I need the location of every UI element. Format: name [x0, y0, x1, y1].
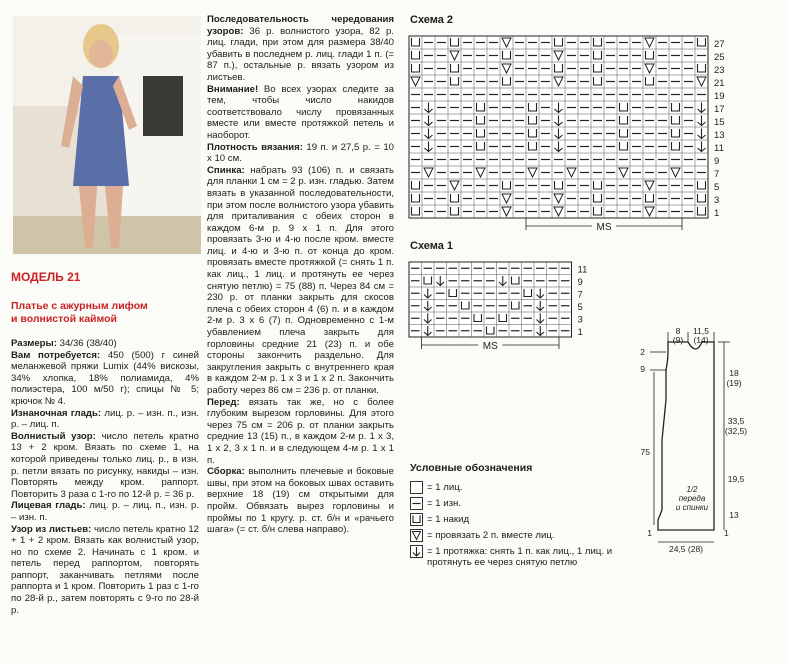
mid-paragraph-body: выполнить плечевые и боковые швы, при этом на боковых швах оставить верхние 18 (19) см открытыми для пройм. Обвязать вырез горловины и проймы по 1 кругу. р. ст. б/н и «рачьего шага» (= ст. б/н слева направо).	[207, 466, 394, 536]
left-paragraph-body: 34/36 (38/40)	[56, 338, 117, 349]
dimension-label: 1	[724, 528, 729, 538]
row-number: 15	[714, 117, 725, 128]
row-number: 13	[714, 130, 725, 141]
mid-paragraph	[207, 84, 394, 142]
legend-text: = провязать 2 п. вместе лиц.	[427, 530, 555, 541]
row-number: 11	[714, 143, 724, 154]
left-column-text	[11, 338, 199, 616]
legend-text: = 1 накид	[427, 514, 470, 525]
mid-paragraph	[207, 397, 394, 467]
legend-symbol-icon	[410, 545, 423, 558]
repeat-label: MS	[596, 222, 612, 230]
mid-paragraph-head: Перед:	[207, 396, 240, 408]
left-paragraph	[11, 350, 199, 408]
legend-text: = 1 лиц.	[427, 482, 463, 493]
schema1-title: Схема 1	[410, 240, 454, 252]
row-number: 23	[714, 65, 725, 76]
repeat-label: MS	[482, 341, 498, 352]
dimension-label: 8	[675, 326, 681, 336]
mid-paragraph-head: Последовательность чередования узоров:	[207, 14, 394, 37]
left-paragraph-head: Волнистый узор:	[11, 430, 96, 442]
left-paragraph	[11, 431, 199, 501]
mid-paragraph-head: Внимание!	[207, 83, 259, 95]
legend-symbol-icon	[410, 497, 423, 510]
left-paragraph-body: число петель кратно 12 + 1 + 2 кром. Вязать как волнистый узор, но по схеме 2. Начинать с 1 кром. и петель перед раппортом, повторять раппорт, заканчивать петлями после раппорта и 1 кром. Повторить 1 раз с 1-го по 28-й р., затем повторять с 9-го по 28-й р.	[11, 523, 200, 616]
row-number: 27	[714, 39, 725, 50]
left-paragraph	[11, 408, 199, 431]
middle-column-text	[207, 14, 394, 536]
dimension-label: 9	[640, 364, 645, 374]
mid-paragraph-body: вязать так же, но с более глубоким вырезом горловины. Для этого через 75 см = 206 р. от планки закрыть средние 13 (15) п., в каждом 2-м р. 1 х 3, 1 х 2, 3 х 1 п. и в следующем 4-м р. 1 х 1 п.	[207, 396, 394, 466]
dimension-label: 33,5	[727, 416, 745, 426]
pattern-title-line2: и волнистой каймой	[11, 313, 117, 325]
row-number: 21	[714, 78, 725, 89]
left-paragraph-head: Лицевая гладь:	[11, 500, 86, 512]
legend-row	[410, 497, 640, 513]
schematic-caption: переда	[678, 494, 706, 503]
left-paragraph-head: Вам потребуется:	[11, 349, 101, 361]
left-paragraph	[11, 500, 199, 523]
left-paragraph	[11, 524, 199, 617]
mid-paragraph-head: Спинка:	[207, 164, 245, 176]
row-number: 1	[577, 327, 583, 338]
left-paragraph-head: Узор из листьев:	[11, 523, 92, 535]
dimension-label: 11,5	[693, 326, 709, 336]
row-number: 25	[714, 52, 725, 63]
row-number: 7	[577, 289, 583, 301]
mid-paragraph-head: Плотность вязания:	[207, 141, 303, 153]
dimension-label: 18	[729, 368, 739, 378]
dimension-label: (19)	[726, 378, 742, 388]
left-paragraph-body: 450 (500) г синей меланжевой пряжи Lumix (44% вискозы, 34% хлопка, 18% полиамида, 4% полиэстера, 100 м/50 г); спицы № 5; крючок № 4.	[11, 349, 199, 407]
legend-text: = 1 протяжка: снять 1 п. как лиц., 1 лиц. и протянуть ее через снятую петлю	[427, 546, 613, 568]
mid-paragraph	[207, 165, 394, 397]
legend-symbol-icon	[410, 481, 423, 494]
model-label: МОДЕЛЬ 21	[11, 270, 81, 284]
mid-paragraph	[207, 466, 394, 536]
mid-paragraph-head: Сборка:	[207, 466, 245, 478]
legend-row	[410, 513, 640, 529]
legend-box	[411, 514, 423, 526]
legend-row	[410, 545, 640, 573]
legend-box	[411, 482, 423, 494]
row-number: 3	[714, 195, 720, 206]
legend-symbol-icon	[410, 513, 423, 526]
mid-paragraph-body: набрать 93 (106) п. и связать для планки 1 см = 2 р. изн. гладью. Затем вязать в указанной последовательности, при этом после волнистого узора убавить для приталивания с обеих сторон в каждом 6-м р. 9 х 1 п. Для этого провязать 3-ю и 4-ю после кром. вместе лиц. и 4-ю и 3-ю п. от конца до кром. провязать вместе протяжкой (= снять 1 п. как лиц., 1 лиц. и протянуть ее через снятую петлю) = 75 (88) п. Через 84 см = 230 р. от планки закрыть для скосов плеча с обеих сторон 4 (6) п. и в каждом 2-м р. 3 х 6 (7) п. Одновременно с 1-м убавлением плеча закрыть для горловины средние 21 (23) п. и обе стороны закончить раздельно. Для закругления закрыть с внутреннего края в каждом 2-м р. 1 х 3 и 1 х 2 п. Закончить работу через 86 см = 236 р. от планки.	[207, 164, 394, 396]
dimension-label: 13	[729, 510, 739, 520]
model-photo	[13, 16, 201, 254]
legend-text: = 1 изн.	[427, 498, 461, 509]
legend-row	[410, 529, 640, 545]
left-paragraph-head: Размеры:	[11, 338, 57, 349]
row-number: 17	[714, 104, 725, 115]
row-number: 9	[577, 277, 583, 288]
row-number: 9	[714, 156, 720, 167]
pattern-title	[11, 300, 148, 326]
mid-paragraph-body: 19 п. и 27,5 р. = 10 х 10 см.	[207, 141, 394, 165]
schematic-caption: 1/2	[686, 485, 698, 494]
schema2-title: Схема 2	[410, 14, 454, 26]
left-paragraph-body: лиц. р. – лиц. п., изн. р. – изн. п.	[11, 500, 199, 523]
left-paragraph-body: лиц. р. – изн. п., изн. р. – лиц. п.	[11, 407, 199, 431]
row-number: 19	[714, 91, 725, 102]
dimension-label: (9)	[672, 335, 684, 345]
schematic-caption: и спинки	[675, 503, 709, 512]
legend-title: Условные обозначения	[410, 462, 533, 474]
dimension-label: 1	[647, 528, 652, 538]
dimension-label: 24,5 (28)	[668, 544, 704, 554]
dimension-label: 2	[640, 347, 645, 357]
row-number: 11	[577, 264, 588, 276]
left-paragraph	[11, 338, 199, 350]
legend-row	[410, 481, 640, 497]
mid-paragraph	[207, 14, 394, 84]
row-number: 1	[714, 208, 720, 219]
row-number: 5	[577, 302, 583, 313]
mid-paragraph	[207, 142, 394, 165]
dimension-label: 19,5	[727, 474, 745, 484]
legend-symbol-icon	[410, 529, 423, 542]
row-number: 3	[577, 314, 583, 326]
schema1-chart	[405, 256, 595, 366]
mid-paragraph-body: 36 р. волнистого узора, 82 р. лиц. глади, при этом для размера 38/40 убавить в последнем р. лиц. глади 1 п. (= 87 п.), остальные р. вязать узором из листьев.	[207, 25, 394, 83]
schema2-chart	[405, 30, 765, 230]
left-paragraph-head: Изнаночная гладь:	[11, 407, 102, 419]
dimension-label: (14)	[693, 335, 709, 345]
pattern-title-line1: Платье с ажурным лифом	[11, 300, 148, 312]
dimension-label: 75	[640, 447, 650, 457]
row-number: 7	[714, 169, 720, 180]
dimension-label: (32,5)	[724, 426, 748, 436]
legend	[410, 462, 640, 573]
left-paragraph-body: число петель кратно 13 + 2 кром. Вязать по схеме 1, на которой приведены только лиц. р., в изн. р. петли вязать по рисунку, накиды – изн. Повторять между кром. раппорт. Повторить 3 раза с 1-го по 12-й р. = 36 р.	[11, 430, 199, 500]
row-number: 5	[714, 182, 720, 193]
mid-paragraph-body: Во всех узорах следите за тем, чтобы число накидов соответствовало числу провязанных вместе или вместе протяжкой петель и наоборот.	[207, 83, 394, 141]
